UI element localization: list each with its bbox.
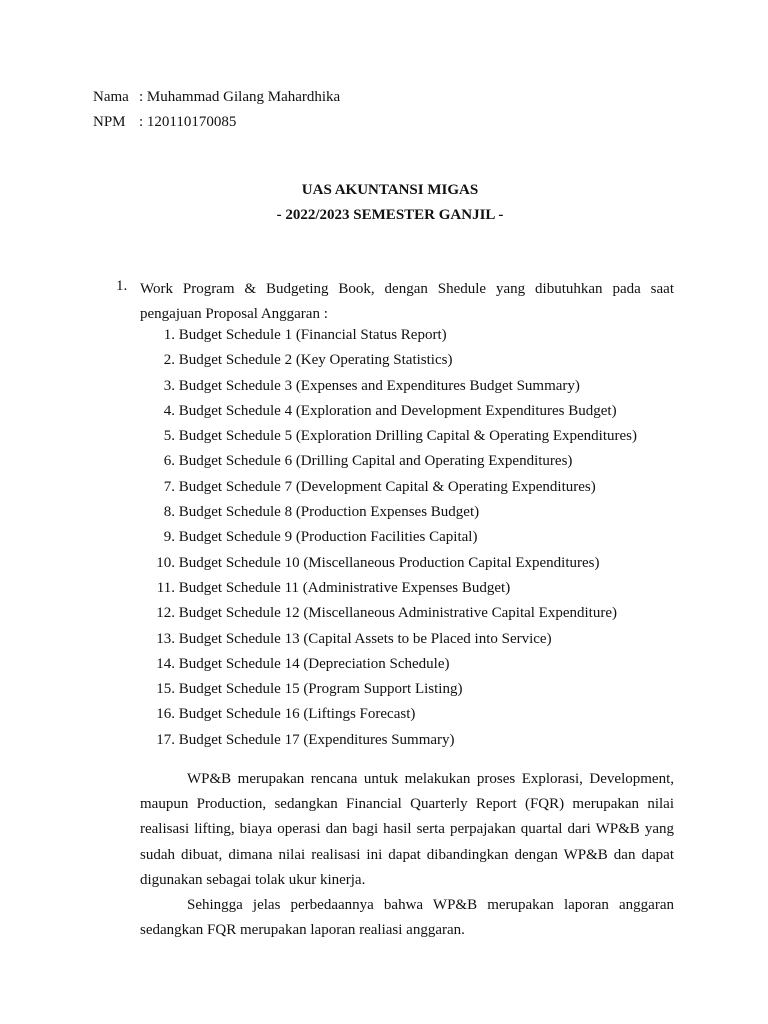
list-item-text: Budget Schedule 8 (Production Expenses Budget) <box>178 504 480 521</box>
list-item-number: 4. <box>163 402 175 419</box>
list-item-text: Budget Schedule 5 (Exploration Drilling Capital & Operating Expenditures) <box>178 428 637 445</box>
list-item-text: Budget Schedule 15 (Program Support Listing) <box>178 681 463 698</box>
list-item <box>140 554 637 579</box>
list-item <box>140 377 637 402</box>
list-item-number: 6. <box>163 453 175 470</box>
list-item-number: 10. <box>156 554 175 571</box>
list-item-number: 7. <box>163 478 175 495</box>
list-item <box>140 427 637 452</box>
list-item-text: Budget Schedule 6 (Drilling Capital and Operating Expenditures) <box>178 453 573 470</box>
list-item <box>140 579 637 604</box>
list-item-text: Budget Schedule 14 (Depreciation Schedule) <box>178 655 450 672</box>
list-item-number: 14. <box>156 655 175 672</box>
npm-label: NPM <box>93 114 126 130</box>
list-item <box>140 630 637 655</box>
list-item-number: 11. <box>156 579 175 596</box>
list-item-number: 3. <box>163 377 175 394</box>
list-item-text: Budget Schedule 9 (Production Facilities Capital) <box>178 529 478 546</box>
list-item-text: Budget Schedule 1 (Financial Status Report) <box>178 327 447 343</box>
list-item-text: Budget Schedule 11 (Administrative Expenses Budget) <box>178 579 511 596</box>
list-item <box>140 731 637 756</box>
list-item-text: Budget Schedule 7 (Development Capital & Operating Expenditures) <box>178 478 596 495</box>
list-item-number: 9. <box>163 529 175 546</box>
list-item <box>140 680 637 705</box>
list-item <box>140 326 637 351</box>
list-item-number: 13. <box>156 630 175 647</box>
name-value: : Muhammad Gilang Mahardhika <box>139 89 341 105</box>
paragraph-conclusion: Sehingga jelas perbedaannya bahwa WP&B merupakan laporan anggaran sedangkan FQR merupakan laporan realiasi anggaran. <box>140 897 674 939</box>
list-item <box>140 604 637 629</box>
list-item-text: Budget Schedule 16 (Liftings Forecast) <box>178 706 416 723</box>
list-item-text: Budget Schedule 4 (Exploration and Development Expenditures Budget) <box>178 402 617 419</box>
list-item-text: Budget Schedule 3 (Expenses and Expenditures Budget Summary) <box>178 377 580 394</box>
list-item-number: 17. <box>156 731 175 748</box>
list-item <box>140 705 637 730</box>
name-label: Nama <box>93 89 129 105</box>
list-item <box>140 478 637 503</box>
question-text: Work Program & Budgeting Book, dengan Shedule yang dibutuhkan pada saat pengajuan Proposal Anggaran : <box>140 281 674 322</box>
list-item <box>140 351 637 376</box>
list-item-text: Budget Schedule 17 (Expenditures Summary) <box>178 731 455 748</box>
list-item <box>140 503 637 528</box>
list-item <box>140 402 637 427</box>
list-item-number: 15. <box>156 681 175 698</box>
list-item-number: 16. <box>156 706 175 723</box>
document-title: UAS AKUNTANSI MIGAS <box>301 182 479 198</box>
list-item-number: 12. <box>156 605 175 622</box>
list-item-text: Budget Schedule 13 (Capital Assets to be Placed into Service) <box>178 630 552 647</box>
list-item-number: 8. <box>163 504 175 521</box>
list-item <box>140 528 637 553</box>
list-item-text: Budget Schedule 10 (Miscellaneous Production Capital Expenditures) <box>178 554 600 571</box>
list-item-text: Budget Schedule 2 (Key Operating Statistics) <box>178 352 453 369</box>
list-item <box>140 452 637 477</box>
paragraph-wpb-fqr: WP&B merupakan rencana untuk melakukan proses Explorasi, Development, maupun Production, sedangkan Financial Quarterly Report (FQR) merupakan nilai realisasi lifting, biaya operasi dan bagi hasil serta perpajakan quartal dari WP&B yang sudah dibuat, dimana nilai realisasi ini dapat dibandingkan dengan WP&B dan dapat digunakan sebagai tolak ukur kinerja. <box>140 771 674 888</box>
list-item-number: 5. <box>163 428 175 445</box>
student-name-row <box>93 88 340 106</box>
student-npm-row <box>93 113 236 131</box>
list-item-text: Budget Schedule 12 (Miscellaneous Administrative Capital Expenditure) <box>178 605 617 622</box>
question-number: 1. <box>116 278 128 294</box>
budget-schedule-list <box>140 326 637 756</box>
document-subtitle: - 2022/2023 SEMESTER GANJIL - <box>276 207 504 223</box>
npm-value: : 120110170085 <box>139 114 237 130</box>
list-item-number: 2. <box>163 352 175 369</box>
list-item-number: 1. <box>163 327 175 343</box>
list-item <box>140 655 637 680</box>
